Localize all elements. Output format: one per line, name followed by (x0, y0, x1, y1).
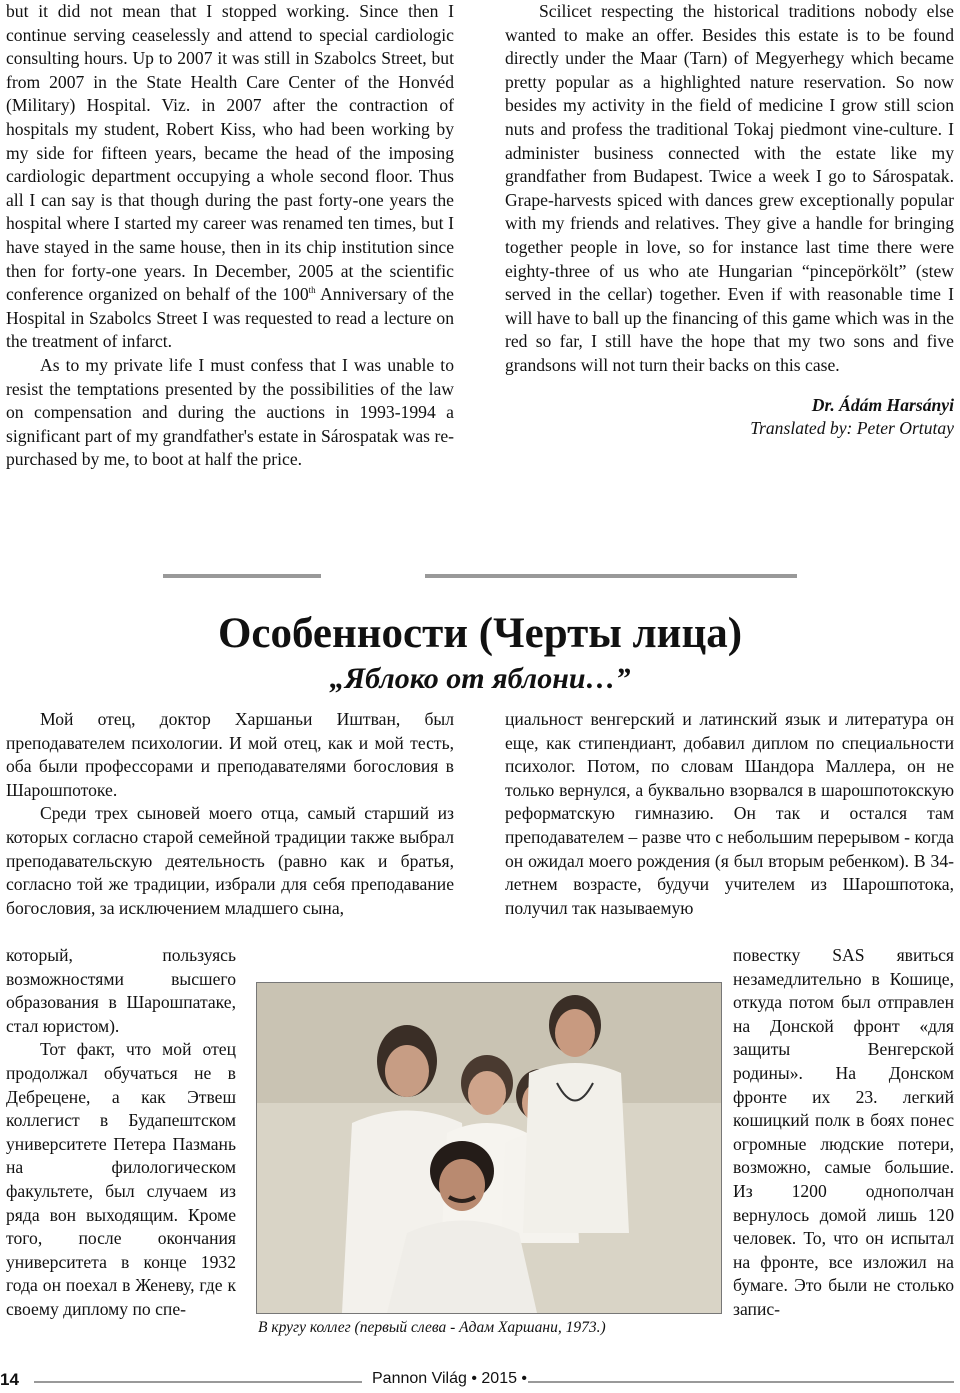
photo-caption: В кругу коллег (первый слева - Адам Харшани, 1973.) (258, 1319, 606, 1336)
english-column-left (6, 0, 454, 472)
superscript: th (308, 285, 316, 296)
english-column-right (505, 0, 954, 441)
paragraph: повестку SAS явиться незамедлительно в Кошице, откуда потом был отправлен на Донской фронт «для защиты Венгерской родины». На Донском фронте их 23. легкий кошицкий полк в боях понес огромные людские потери, возможно, самые большие. Из 1200 однополчан вернулось домой лишь 120 человек. То, что он испытал на фронте, все изложил на бумаге. Это были не столько запис- (733, 945, 954, 1319)
footer-rule (34, 1381, 362, 1383)
paragraph: As to my private life I must confess that I was unable to resist the temptations presented by the possibilities of the law on compensation and during the auctions in 1993-1994 a significant part of my grandfather's estate in Sárospatak was re-purchased by me, to boot at half the price. (6, 354, 454, 470)
section-divider (425, 574, 797, 578)
translator-credit: Translated by: Peter Ortutay (750, 418, 954, 439)
group-photo (256, 982, 722, 1314)
photo-illustration (257, 983, 721, 1313)
paragraph: Среди трех сыновей моего отца, самый старший из которых согласно старой семейной традиции также выбрал преподавательскую деятельность (равно как и братья, согласно той же традиции, избрали для себя преподавание богословия, за исключением младшего сына, (6, 803, 454, 918)
footer-rule (528, 1381, 954, 1383)
russian-column-right-narrow (733, 944, 954, 1322)
russian-column-left-narrow (6, 944, 236, 1322)
page-number: 14 (0, 1370, 19, 1389)
author-name: Dr. Ádám Harsányi (811, 394, 954, 415)
paragraph: циальност венгерский и латинский язык и литература он еще, как стипендиант, добавил диплом по специальности психолог. Потом, по словам Шандора Маллера, он не только вернулся, а буквально взорвался в шарошпотокскую реформатскую гимназию. Он так и остался там преподавателем – разве что с небольшим перерывом - когда он ожидал моего рождения (я был вторым ребенком). В 34-летнем возрасте, будучи учителем из Шарошпотока, получил так называемую (505, 709, 954, 918)
section-divider (163, 574, 321, 578)
russian-column-right (505, 708, 954, 920)
paragraph: Scilicet respecting the historical traditions nobody else wanted to make an offer. Besides this estate is to be found directly under the Maar (Tarn) of Megyerhegy which became pretty popular as a highlighted nature reservation. So now besides my activity in the field of medicine I grow still scion nuts and profess the traditional Tokaj piedmont vine-culture. I administer business connected with the estate like my grandfather from Budapest. Twice a week I go to Sárospatak. Grape-harvests spiced with dances grew exceptionally popular with my friends and relatives. They give a handle for bringing together people in love, so for instance last time there were eighty-three of us who ate Hungarian “pincepörkölt” (stew served in the cellar) together. Even if with reasonable time I will have to ball up the financing of this game which was in the red so far, I still have the hope that my two sons and five grandsons will not turn their backs on this case. (505, 1, 954, 375)
russian-column-left (6, 708, 454, 920)
signature (505, 394, 954, 441)
paragraph: Мой отец, доктор Харшаньи Иштван, был преподавателем психологии. И мой отец, как и мой тесть, оба были профессорами и преподавателями богословия в Шарошпотоке. (6, 709, 454, 800)
paragraph: but it did not mean that I stopped working. Since then I continue serving ceaselessly and attend to special cardiologic consulting hours. Up to 2007 it was still in Szabolcs Street, but from 2007 in the State Health Care Center of the Honvéd (Military) Hospital. Viz. in 2007 after the contraction of hospitals my student, Robert Kiss, who had been working by my side for fifteen years, became the head of the imposing cardiologic department occupying a whole second floor. Thus all I can say is that though during the past forty-one years the hospital where I started my career was renamed ten times, but I have stayed in the same house, then in its chip institution since then for forty-one years. In December, 2005 at the scientific conference organized on behalf of the 100th Anniversary of the Hospital in Szabolcs Street I was requested to read a lecture on the treatment of infarct. (6, 1, 454, 352)
paragraph: который, пользуясь возможностями высшего образования в Шарошпатаке, стал юристом). (6, 945, 236, 1036)
article-title: Особенности (Черты лица) (217, 610, 743, 657)
footer-publication: Pannon Világ • 2015 • (372, 1370, 528, 1387)
paragraph: Тот факт, что мой отец продолжал обучаться не в Дебрецене, а как Этвеш коллегист в Будапештском университете Петера Пазмань на филологическом факультете, был случаем из ряда вон выходящим. Кроме того, после окончания университета в конце 1932 года он поехал в Женеву, где к своему диплому по спе- (6, 1039, 236, 1319)
article-subtitle: „Яблоко от яблони…” (329, 662, 631, 695)
